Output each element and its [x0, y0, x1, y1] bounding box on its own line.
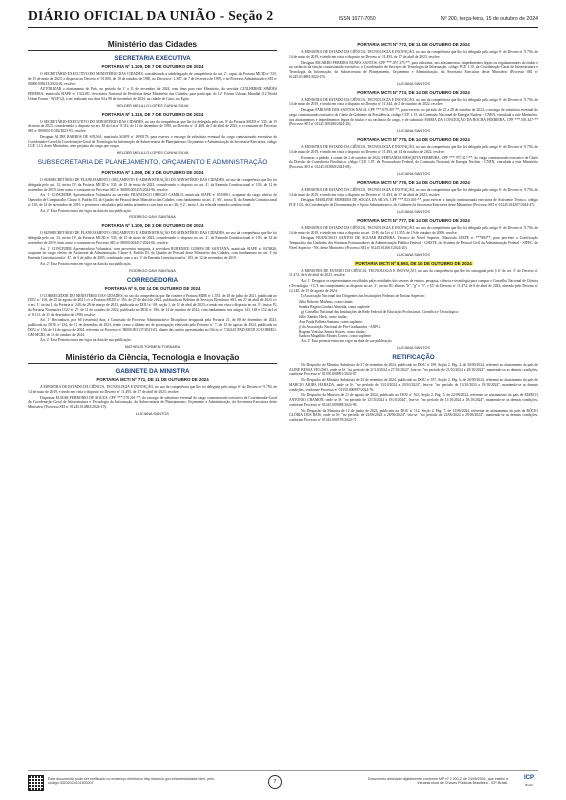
portaria-text: O SUBSECRETÁRIO DE PLANEJAMENTO, ORÇAMENTO E ADMINISTRAÇÃO DO MINISTÉRIO DAS CIDADES, no uso da competência que lhe foi delegada pelo art. 13, inciso IV, da Portaria MCID nº 535, de 15 de maio de 2023, considerando o disposto no art. 4º, da Emenda Constitucional nº 103, de 12 de novembro de 2019, bem como o constante no Processo SEI nº 80000.004417/2024-66, resolve:: [28, 231, 277, 245]
portaria-title: PORTARIA MCTI Nº 771, DE 11 DE OUTUBRO DE 2024: [96, 377, 209, 382]
portaria-text: A MINISTRA DE ESTADO DA CIÊNCIA, TECNOLOGIA E INOVAÇÃO, no uso da competência que lhe foi delegada pelo artigo 6º do Decreto nº 9.794, de 14 de maio de 2019, e tendo em vista o disposto no Decreto nº 11.493, de 17 de abril de 2023, resolve:: [28, 385, 277, 394]
portaria-title: PORTARIA Nº 1.100, DE 3 DE OUTUBRO DE 2024: [101, 223, 204, 229]
list-item: Júlio Roberto Matheus, como titular;: [299, 300, 354, 304]
right-column: [289, 40, 538, 424]
highlighted-title-text: PORTARIA MCTI Nº 8.593, DE 10 DE OUTUBRO DE 2024: [355, 260, 472, 266]
portaria-text: g) Conselho Nacional das Instituições da Rede Federal de Educação Profissional, Científica e Tecnológica:: [301, 309, 459, 314]
signature: HELDER MELILLO LOPES CUNHA SILVA: [116, 151, 189, 155]
verification-note: Este documento pode ser verificado no endereço eletrônico http://www.in.gov.br/autenticidade.html, pelo código 05202024101500007: [48, 777, 214, 786]
portaria-title: PORTARIA MCTI Nº 776, DE 14 DE OUTUBRO DE 2024: [357, 179, 470, 185]
portaria-title: PORTARIA MCTI Nº 774, DE 14 DE OUTUBRO DE 2024: [357, 89, 470, 95]
signature: RODRIGO DAVI SANTANA: [129, 215, 176, 220]
list-item: Isadora Magalhão Morais Cortez, como suplente.: [299, 334, 372, 339]
signature: LUCIANA SANTOS: [397, 129, 430, 133]
icp-logo-text: ICP: [523, 775, 534, 781]
page-footer: [28, 770, 538, 794]
signature: LUCIANA SANTOS: [136, 411, 169, 416]
portaria-text: A MINISTRA DE ESTADO DA CIÊNCIA, TECNOLOGIA E INOVAÇÃO, no uso da competência que lhe foi delegada pelo artigo 6º do Decreto nº 9.794, de 14 de maio de 2019, e tendo em vista o disposto no Decreto nº 11.493, de 14 de outubro de 2022, resolve:: [289, 145, 538, 154]
signature: LUCIANA SANTOS: [397, 171, 430, 176]
retificacao-text: No Despacho da Ministra de 12 de junho de 2024, publicado no DOU nº 112, Seção 2, Pág. 7, de 13/06/2024, referente ao afastamento do país de RÓCIO GLÓRIA DOS REIS, onde se lê: "no período de 22/06/2024 a 28/06/2024", leia-se: "no período de 22/06/2024 a 29/06/2024", mantendo-se as demais condições, conforme Processo nº 01343.000378/2024-71.: [289, 408, 538, 422]
portaria-text: A MINISTRA DE ESTADO DA CIÊNCIA, TECNOLOGIA E INOVAÇÃO, no uso da competência que lhe foi delegada pelo artigo 6º do Decreto nº 9.794, de 14 de maio de 2019, e tendo em vista o disposto no Decreto nº 11.493, de 17 de abril de 2023, resolve:: [289, 187, 538, 197]
portaria-text: O SECRETÁRIO-EXECUTIVO DO MINISTÉRIO DAS CIDADES, no uso da competência que lhe foi delegada pelo art. 9º da Portaria MCID nº 535, de 15 de maio de 2023, considerando o disposto no art. 38 da Lei nº 8.112, de 11 de dezembro de 1990, no Decreto nº 11.468, de 5 de abril de 2023, e o constante do Processo SEI nº 80000.011582/2023-93, resolve:: [28, 119, 277, 133]
icp-logo-subtext: Brasil: [525, 783, 533, 787]
signature: LUCIANA SANTOS: [397, 209, 430, 214]
portaria-title: PORTARIA Nº 1.109, DE 7 DE OUTUBRO DE 2024: [101, 64, 204, 69]
portaria-title: PORTARIA MCTI Nº 775, DE 14 DE OUTUBRO DE 2024: [357, 137, 470, 142]
portaria-text: Art. 2º Esta Portaria entra em vigor na data de sua publicação.: [40, 338, 132, 343]
portaria-title: PORTARIA Nº 1.115, DE 7 DE OUTUBRO DE 2024: [101, 111, 204, 117]
signature: LUCIANA SANTOS: [397, 345, 430, 350]
signature: RODRIGO DAVI SANTANA: [129, 268, 176, 273]
portaria-text: Art. 1º CONCEDER Aposentadoria Voluntária ao servidor FRANCISCO OBEGIO CAMILO, matrícula SIAPE nº 0519061, ocupante do cargo efetivo de Operador de Computador, Classe S, Padrão III, do Quadro de Pessoal deste Ministério das Cidades, com fundamento no art. 4º, §6º, inciso II, da Emenda Constitucional nº 103, de 12 de novembro de 2019, e proventos calculados pela média aritmética com base no art. 26, § 2º, inciso I, da referida emenda constitucional.: [28, 193, 277, 207]
portaria-text: O CORREGEDOR DO MINISTÉRIO DAS CIDADES, no uso da competência que lhe confere a Portaria MDR nº 1.553, de 28 de julho de 2021, publicada no DOU n.º 163, de 25 de agosto de 2021 c/c a Portaria MCID nº 353, de 27 de abril de 2023, publicada no Boletim de Serviços Eletrônico SEI, em 27 de abril de 2023 c/c o art. 3º, inciso I, da Portaria nº 240, de 29 de março de 2023, publicada no DOU n.º 69, seção 1, de 11 de abril de 2023; e tendo em vista o disposto no art. 5º, inciso IV, da Portaria Normativa CGU nº 27, de 11 de outubro de 2022, publicada no DOU nº 196, de 14 de outubro de 2022; com fundamento nos artigos 143, 148 e 152 da Lei nº 8.112, de 11 de dezembro de 1990, resolve:: [28, 293, 277, 317]
portaria-text: Art. 2º Esta Portaria entra em vigor na data da sua publicação.: [40, 208, 132, 213]
signature: MATHEUS TORMEN FORNARA: [124, 345, 181, 349]
section-heading: GABINETE DA MINISTRA: [115, 368, 190, 375]
portaria-text: Art. 1º Designar os representantes escolhidos pelas entidades dos setores de ensino, pesquisa, ciência e tecnologia para compor o Conselho Nacional de Ciência e Tecnologia - CCT, em cumprimento ao disposto no art. 3º, inciso III, alíneas "b", "g" e "f", e §5º do Decreto nº 11.474, de 6 de abril de 2023, alterado pelo Decreto nº 12.140, de 15 de agosto de 2024:: [289, 279, 538, 293]
portaria-text: A MINISTRA DE ESTADO DA CIÊNCIA, TECNOLOGIA E INOVAÇÃO, no uso da competência que lhe foi delegada pelo artigo 6º do Decreto nº 9.794, de 14 de maio de 2019, e tendo em vista o disposto no art. 15-B, da Lei nº 11.355, de 19 de outubro de 2006, resolve:: [289, 225, 538, 235]
list-item: Rogean Vinicius Santos Soares, como titular;: [299, 329, 366, 334]
signature: LUCIANA SANTOS: [397, 252, 430, 257]
signature-note: Documento assinado digitalmente conforme MP nº 2.200-2 de 24/08/2001, que institui a Infraestrutura de Chaves Públicas Brasileira - ICP-Brasil.: [367, 777, 508, 786]
retificacao-text: No Despacho da Ministra de 21 de agosto de 2024, publicado no DOU nº 162, Seção 2, Pág. 5, de 22/08/2024, referente ao afastamento do país de MARCO ANTONIO CHAMON, onde se lê: "no período de 12/10/2024 a 19/10/2024", leia-se: "no período de 11/10/2024 a 18/10/2024", mantendo-se as demais condições, conforme Processo nº 01245.009388/2024-96.: [289, 393, 538, 407]
portaria-text: Art. 1º CONCEDER Aposentadoria Voluntária, com proventos integrais, à servidora RUBENICE GOMES DE SANTANA, matrícula SIAPE nº 0476826, ocupante do cargo efetivo de Assistente de Administração, Classe S, Padrão III, do Quadro de Pessoal deste Ministério das Cidades, com fundamento no art. 3º da Emenda Constitucional nº 47, de 5 de julho de 2005, combinado com o art. 3º da Emenda Constitucional nº 103, de 12 de novembro de 2019.: [28, 246, 277, 260]
portaria-text: Designar ALINE BARROS DE SOUSA, matrícula SIAPE nº 1699179, para exercer o encargo de substituta eventual do cargo comissionado executivo de Coordenador-Geral da Coordenação-Geral de Tecnologia da Informação da Subsecretaria de Planejamento, Orçamento e Administração da Secretaria-Executiva, código CCE 1.13, deste Ministério, sem prejuízo do cargo que ocupa.: [28, 134, 277, 149]
portaria-text: Designar FABIANE DOS SANTOS NAGA, CPF ***.079.397-**, para exercer, no período de 21 a 28 de outubro de 2024, o encargo de substituta eventual do cargo comissionado executivo de Chefe de Gabinete da Presidência, código CCE 1.13, da Comissão Nacional de Energia Nuclear - CNEN, vinculada a este Ministério, nos afastamentos e impedimentos legais do titular e na vacância do cargo, e de substituir MARIA DA CONCEIÇÃO DA ROCHA FERREIRA, CPF ***.501.447-** (Processo SEI nº 01341.005280/2024-20).: [289, 108, 538, 127]
ministry-heading: Ministério das Cidades: [28, 40, 277, 51]
qr-code-icon: [28, 775, 44, 791]
portaria-text: Designar FRANCISCO SANTOS DE AGUIAR BEZERRA, Técnico de Nível Superior, Matrícula SIAPE nº ***883**, para perceber a Gratificação Temporária das Unidades dos Sistemas Estruturadores da Administração Pública Federal - GSISTE, do Sistema de Pessoal Civil da Administração Federal - SIPEC, de Nível Superior - NS, deste Ministério (Processo SEI nº 01245.012601/2024-20).: [289, 236, 538, 250]
portaria-text: Designar RICARDO PEREIRA NUNES SANTOS, CPF ***.057.375-**, para substituir, nos afastamentos, impedimentos legais ou regulamentares do titular e na vacância da função comissionada executiva, o Coordenador de Serviços de Tecnologia da Informação, código FCE 1.10, da Coordenação-Geral de Infraestrutura e Tecnologia da Informação, da Subsecretaria de Planejamento, Orçamento e Administração, da Secretaria Executiva deste Ministério (Processo SEI nº 01245.014883/2024-19).: [289, 60, 538, 79]
section-heading: SUBSECRETARIA DE PLANEJAMENTO, ORÇAMENTO E ADMINISTRAÇÃO: [37, 159, 268, 166]
section-heading: RETIFICAÇÃO: [392, 353, 435, 361]
portaria-text: A MINISTRA DE ESTADO DA CIÊNCIA, TECNOLOGIA E INOVAÇÃO, no uso da competência que lhe foi delegada pelo artigo 6º do Decreto nº 9.794, de 14 de maio de 2019, e tendo em vista o disposto no Decreto nº 11.344, de 2 de outubro de 2022, resolve:: [289, 97, 538, 107]
masthead: [28, 8, 538, 28]
icp-brasil-logo-icon: [520, 774, 538, 791]
list-item: Júlio Xandro Heck, como titular;: [299, 315, 348, 320]
issue-date: Nº 200, terça-feira, 15 de outubro de 2024: [440, 16, 538, 22]
signature: HELDER MELILLO LOPES CUNHA SILVA: [116, 103, 189, 108]
portaria-text: Designar MARLENE MOREIRA DE SOUZA DA SILVA, CPF ***.823.401-**, para exercer a função comissionada executiva de Assistente Técnico, código FCE 1.02, da Coordenação de Documentação e Apoio Administrativo, do Gabinete da Secretaria Executiva deste Ministério (Processo SEI nº 01245.014207/2024-47).: [289, 198, 538, 207]
portaria-text: AUTORIZAR o afastamento do País, no período de 1º a 11 de novembro de 2024, com ônus para este Ministério, do servidor GUILHERME SIMÕES PEREIRA, matrícula SIAPE nº 1322181, Secretário Nacional de Periferias deste Ministério das Cidades, para participar do 12º Fórum Urbano Mundial (12 World Urban Forum - WUF12), a ser realizado nos dias 04 a 08 de novembro de 2024, na cidade de Cairo, no Egito.: [28, 87, 277, 101]
portaria-title: PORTARIA Nº 9, DE 14 DE OUTUBRO DE 2024: [104, 285, 201, 291]
issn: ISSN 1677-7050: [338, 16, 376, 22]
retificacao-text: No Despacho do Ministro Substituto de 27 de setembro de 2024, publicado no DOU nº 189, Seção 2, Pág. 4, de 30/09/2024, referente ao afastamento do país de ALINE BESSA VELOSO, onde se lê: "no período de 21/10/2024 a 27/10/2024", leia-se: "no período de 21/10/2024 a 28/10/2024", mantendo-se as demais condições, conforme Processo nº 01350.000991/2024-07.: [289, 362, 538, 377]
portaria-text: O SECRETÁRIO-EXECUTIVO DO MINISTÉRIO DAS CIDADES, considerando a subdelegação de competência do art. 2º, caput, da Portaria MCID nº 535, de 15 de maio de 2023, o disposto no Decreto nº 91.800, de 18 de outubro de 1985, no Decreto nº 1.387, de 7 de fevereiro de 1995, e no Processo Administrativo SEI nº 80000.008213/2024-02, resolve:: [28, 72, 277, 86]
portaria-text: Art. 2º Esta Portaria entra em vigor na data da sua publicação.: [40, 261, 132, 266]
portaria-text: Exonerar, a pedido, a contar de 2 de outubro de 2024, FERNANDA MESQUITA FERREIRA, CPF ***.707.317-**, do cargo comissionado executivo de Chefe da Divisão de Consultoria Finalística, código CCE 1.07, da Procuradoria Federal, da Comissão Nacional de Energia Nuclear - CNEN, vinculada a este Ministério (Processo SEI nº 01245.015068/2024-69).: [289, 155, 538, 169]
retificacao-text: No Despacho do Ministro Substituto de 25 de setembro de 2024, publicado no DOU nº 187, Seção 2, Pág. 6, de 26/09/2024, referente ao afastamento do país de MARCIO AKIRA HARADA, onde se lê: "no período de 13/10/2024 a 20/10/2024", leia-se: "no período de 13/10/2024 a 19/10/2024", mantendo-se as demais condições, conforme Processo nº 01350.000997/2024-76.: [289, 378, 538, 392]
ministry-heading: Ministério da Ciência, Tecnologia e Inovação: [28, 353, 277, 364]
portaria-text: Dispensar ELMAR FEBRONIO DE SOUZA, CPF ***.578.201-**, do encargo de substituto eventual do cargo comissionado executivo de Coordenador-Geral da Coordenação-Geral de Infraestrutura e Tecnologia da Informação, da Subsecretaria de Planejamento, Orçamento e Administração, da Secretaria-Executiva deste Ministério (Processo SEI nº 01245.014883/2024-19).: [28, 395, 277, 409]
portaria-text: Art. 1º Reconduzir, por 60 (sessenta) dias, a Comissão de Processo Administrativo Disciplinar designada pela Portaria 21, de 08 de dezembro de 2023, publicada no DOU nº 234, de 11 de dezembro de 2023, tendo como o último ato de prorrogação efetivado pela Portaria n.º 7, de 15 de agosto de 2024, publicada no DOU nº 156, de 14 de agosto de 2024, referente ao Processo nº 80000.001137/2023-03, diante das razões apresentadas no Ofício nº 7/2024/CPAD MCID 21/CORREG-GM-MCID, de 11 de outubro de 2024.: [28, 318, 277, 337]
list-item: Sandra Regina Goulart Almeida, como suplente.: [299, 304, 371, 309]
portaria-title: PORTARIA MCTI Nº 777, DE 14 DE OUTUBRO DE 2024: [357, 217, 470, 223]
signature: LUCIANA SANTOS: [397, 81, 430, 86]
portaria-title: PORTARIA MCTI Nº 772, DE 11 DE OUTUBRO DE 2024: [357, 42, 470, 47]
portaria-text: A MINISTRA DE ESTADO DA CIÊNCIA, TECNOLOGIA E INOVAÇÃO, no uso da competência que lhe foi outorgada pelo § 6º do art. 3º do Decreto nº 11.474, de 6 de abril de 2023, resolve:: [289, 268, 538, 278]
portaria-title-highlighted: [289, 261, 538, 266]
portaria-text: I) Associação Nacional dos Dirigentes das Instituições Federais de Ensino Superior:: [301, 294, 425, 299]
section-heading: SECRETARIA EXECUTIVA: [114, 55, 191, 62]
list-item: j) da Associação Nacional de Pós-Graduandos - ANPG:: [299, 324, 382, 329]
page-number: 7: [268, 775, 282, 789]
journal-title: DIÁRIO OFICIAL DA UNIÃO - Seção 2: [28, 8, 274, 23]
left-column: [28, 40, 277, 420]
portaria-title: PORTARIA Nº 1.099, DE 3 DE OUTUBRO DE 2024: [101, 170, 204, 175]
portaria-text: O SUBSECRETÁRIO DE PLANEJAMENTO, ORÇAMENTO E ADMINISTRAÇÃO DO MINISTÉRIO DAS CIDADES, no uso da competência que lhe foi delegada pelo art. 13, inciso IV, da Portaria MCID nº 535, de 15 de maio de 2023, considerando o disposto no art. 4º, da Emenda Constitucional nº 103, de 12 de novembro de 2019, bem como o constante no Processo SEI nº 80000.005455/2024-96, resolve:: [28, 178, 277, 192]
section-heading: CORREGEDORIA: [126, 276, 179, 284]
list-item: Ana Paula Palheta Santana, como suplente.: [299, 320, 363, 324]
portaria-text: A MINISTRA DE ESTADO DA CIÊNCIA, TECNOLOGIA E INOVAÇÃO, no uso da competência que lhe foi delegada pelo artigo 6º do Decreto nº 9.794, de 14 de maio de 2019, e tendo em vista o disposto no Decreto nº 11.493, de 17 de abril de 2023, resolve:: [289, 50, 538, 59]
portaria-text: Art. 2º Esta portaria entra em vigor na data de sua publicação.: [301, 339, 393, 343]
